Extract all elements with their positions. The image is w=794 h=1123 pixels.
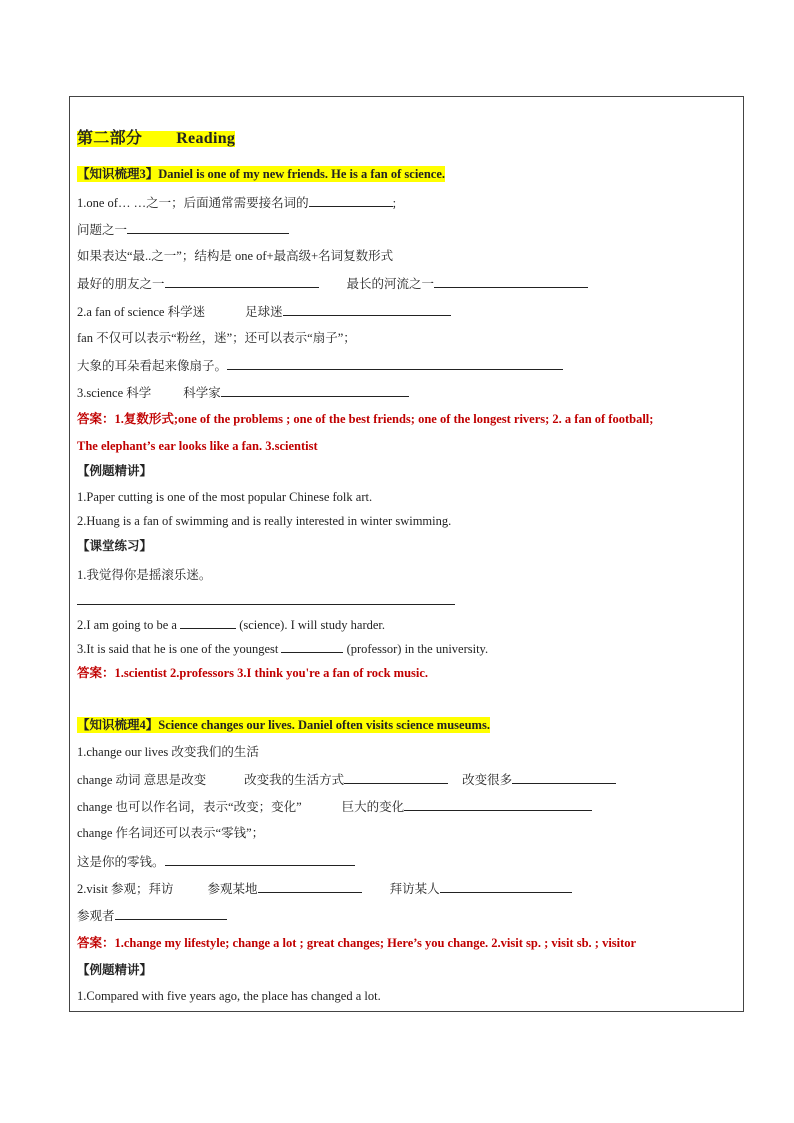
kp3-line-6: fan 不仅可以表示“粉丝，迷”；还可以表示“扇子”； bbox=[77, 331, 356, 345]
practice-q1-answer-line bbox=[77, 592, 455, 609]
kp3-line-2: 问题之一 bbox=[77, 221, 289, 238]
kp3-line-5: 2.a fan of science 科学迷 足球迷 bbox=[77, 303, 451, 320]
kp3-line-7: 大象的耳朵看起来像扇子。 bbox=[77, 357, 563, 374]
practice-heading: 【课堂练习】 bbox=[77, 539, 153, 553]
example-1-sentence-2: 2.Huang is a fan of swimming and is really interested in winter swimming. bbox=[77, 514, 452, 528]
example-heading-1: 【例题精讲】 bbox=[77, 464, 153, 478]
kp4-line-2: change 动词 意思是改变 改变我的生活方式 改变很多 bbox=[77, 771, 616, 788]
kp3-line-3: 如果表达“最..之一”；结构是 one of+最高级+名词复数形式 bbox=[77, 249, 394, 263]
kp3-line-1: 1.one of… …之一；后面通常需要接名词的 ; bbox=[77, 196, 397, 210]
kp4-line-7: 参观者 bbox=[77, 907, 227, 924]
kp4-answer: 答案：1.change my lifestyle; change a lot ; great changes; Here’s you change. 2.visit sp. ; visit sb. ; visitor bbox=[77, 936, 637, 950]
kp4-line-4: change 作名词还可以表示“零钱”； bbox=[77, 826, 265, 840]
kp3-heading: 【知识梳理3】Daniel is one of my new friends. He is a fan of science. bbox=[77, 167, 446, 181]
example-2-sentence-1: 1.Compared with five years ago, the place has changed a lot. bbox=[77, 989, 381, 1003]
practice-answer: 答案：1.scientist 2.professors 3.I think you're a fan of rock music. bbox=[77, 666, 429, 680]
example-1-sentence-1: 1.Paper cutting is one of the most popular Chinese folk art. bbox=[77, 490, 373, 504]
practice-q1: 1.我觉得你是摇滚乐迷。 bbox=[77, 568, 212, 582]
kp4-line-1: 1.change our lives 改变我们的生活 bbox=[77, 745, 259, 759]
kp3-answer-2: The elephant’s ear looks like a fan. 3.scientist bbox=[77, 439, 318, 453]
kp3-answer-1: 答案：1.复数形式;one of the problems ; one of the best friends; one of the longest rivers; 2. a fan of football; bbox=[77, 412, 654, 426]
kp4-line-5: 这是你的零钱。 bbox=[77, 853, 355, 870]
section-title: 第二部分 Reading bbox=[77, 130, 236, 147]
kp3-line-4: 最好的朋友之一 最长的河流之一 bbox=[77, 275, 588, 292]
example-heading-2: 【例题精讲】 bbox=[77, 963, 153, 977]
kp4-line-3: change 也可以作名词，表示“改变；变化” 巨大的变化 bbox=[77, 798, 592, 815]
kp3-line-8: 3.science 科学 科学家 bbox=[77, 384, 409, 401]
kp4-heading: 【知识梳理4】Science changes our lives. Daniel often visits science museums. bbox=[77, 718, 490, 732]
practice-q2: 2.I am going to be a (science). I will study harder. bbox=[77, 618, 386, 632]
kp4-line-6: 2.visit 参观；拜访 参观某地 拜访某人 bbox=[77, 880, 572, 897]
practice-q3: 3.It is said that he is one of the youngest (professor) in the university. bbox=[77, 642, 489, 656]
